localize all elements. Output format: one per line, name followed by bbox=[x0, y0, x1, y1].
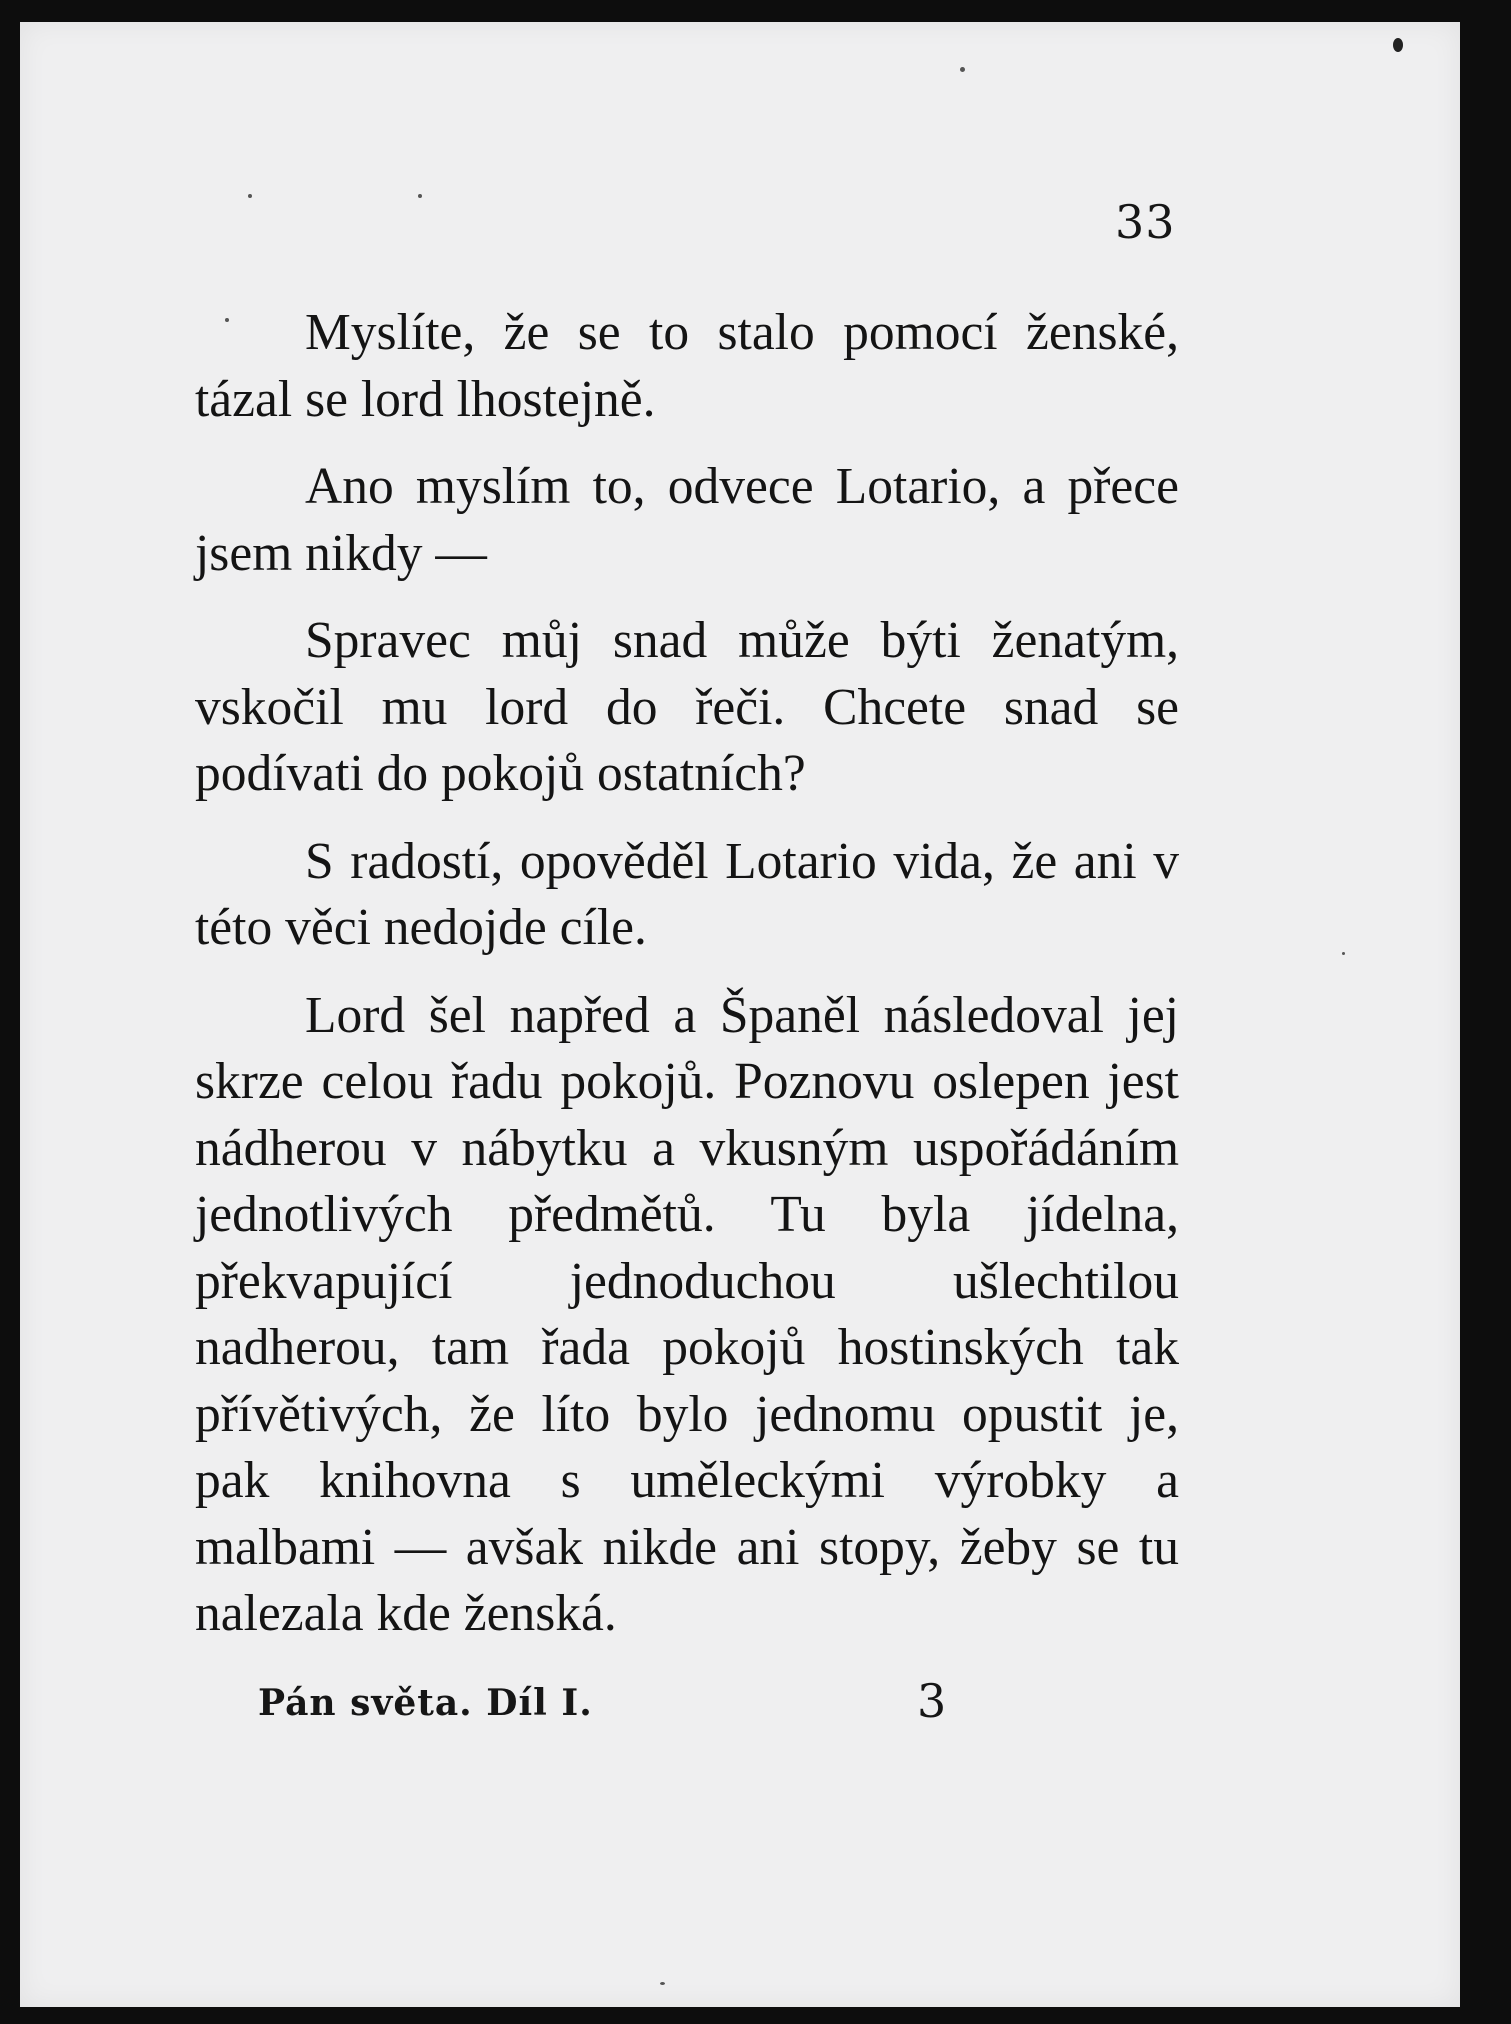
print-speck bbox=[225, 318, 229, 322]
paragraph-2: Ano myslím to, odvece Lotario, a přece jsem nikdy — bbox=[195, 458, 1179, 582]
footer-book-title: Pán světa. Díl I. bbox=[258, 1682, 593, 1724]
print-speck bbox=[960, 67, 965, 72]
paragraph-1: Myslíte, že se to stalo pomocí ženské, tázal se lord lhostejně. bbox=[195, 304, 1179, 428]
print-speck bbox=[248, 194, 252, 198]
paragraph-4: S radostí, opověděl Lotario vida, že ani v této věci nedojde cíle. bbox=[195, 832, 1179, 956]
footer-signature-mark: 3 bbox=[917, 1674, 947, 1728]
print-speck bbox=[1393, 38, 1403, 52]
print-speck bbox=[660, 1982, 665, 1985]
page-number: 33 bbox=[1115, 195, 1176, 249]
paragraph-5: Lord šel napřed a Španěl následoval jej skrze celou řadu pokojů. Poznovu oslepen jest nádherou v nábytku a vkusným uspořádáním jednotlivých předmětů. Tu byla jídelna, překvapující jednoduchou ušlechtilou nadherou, tam řada pokojů hostinských tak přívětivých, že líto bylo jednomu opustit je, pak knihovna s uměleckými výrobky a malbami — avšak nikde ani stopy, žeby se tu nalezala kde ženská. bbox=[195, 986, 1179, 1642]
book-page bbox=[20, 22, 1460, 2007]
paragraph-3: Spravec můj snad může býti ženatým, vskočil mu lord do řeči. Chcete snad se podívati do pokojů ostatních? bbox=[195, 612, 1179, 802]
body-text bbox=[195, 300, 1179, 1669]
print-speck bbox=[418, 194, 422, 198]
print-speck bbox=[1342, 952, 1345, 955]
